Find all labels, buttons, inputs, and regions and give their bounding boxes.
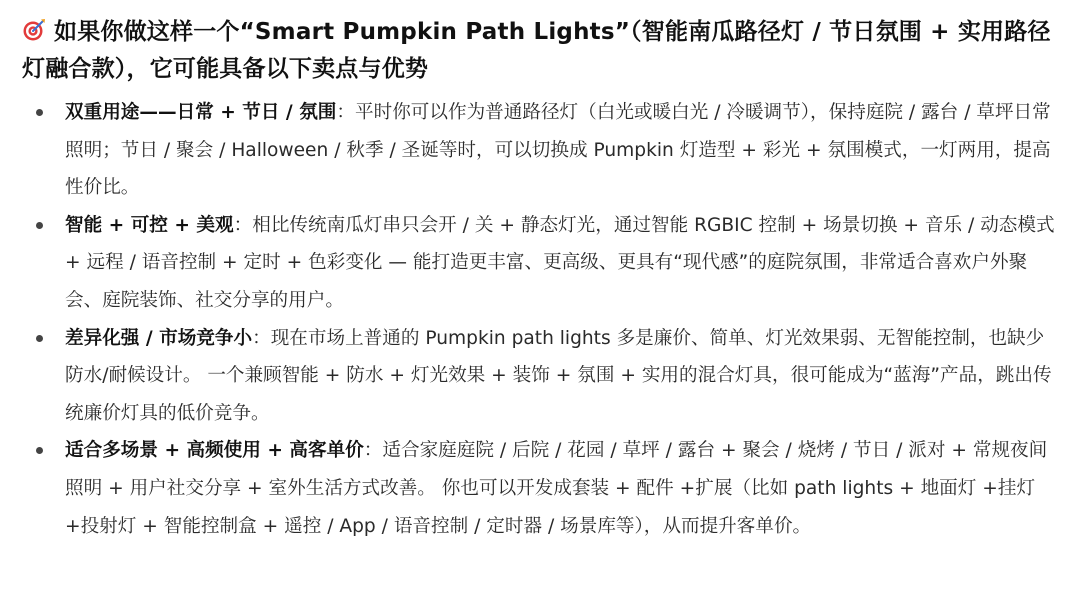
list-item-multi-scenario: [22, 432, 1056, 545]
point-body: 相比传统南瓜灯串只会开 / 关 + 静态灯光，通过智能 RGBIC 控制 + 场景切换 + 音乐 / 动态模式 + 远程 / 语音控制 + 定时 + 色彩变化 — 能打造更丰富、更高级、更具有“现代感”的庭院氛围，非常适合喜欢户外聚会、庭院装饰、社交分享的用户。: [65, 214, 1055, 311]
bullet-icon: [36, 335, 43, 342]
point-separator: ：: [336, 102, 355, 123]
point-body: 平时你可以作为普通路径灯（白光或暖白光 / 冷暖调节），保持庭院 / 露台 / 草坪日常照明；节日 / 聚会 / Halloween / 秋季 / 圣诞等时，可以切换成 Pumpkin 灯造型 + 彩光 + 氛围模式，一灯两用，提高性价比。: [65, 102, 1051, 199]
bullet-icon: [36, 222, 43, 229]
point-separator: ：: [233, 214, 253, 236]
target-dart-icon: [22, 18, 46, 42]
point-lead: 差异化强 / 市场竞争小: [65, 327, 253, 349]
list-item-differentiation: [22, 320, 1056, 433]
bullet-icon: [36, 447, 43, 454]
point-separator: ：: [363, 440, 383, 462]
point-lead: 适合多场景 + 高频使用 + 高客单价: [65, 440, 364, 462]
point-body: 现在市场上普通的 Pumpkin path lights 多是廉价、简单、灯光效果弱、无智能控制，也缺少防水/耐候设计。 一个兼顾智能 + 防水 + 灯光效果 + 装饰 + 氛围 + 实用的混合灯具，很可能成为“蓝海”产品，跳出传统廉价灯具的低价竞争。: [65, 327, 1052, 424]
point-lead: 智能 + 可控 + 美观: [65, 214, 234, 236]
heading-text: 如果你做这样一个“Smart Pumpkin Path Lights”（智能南瓜路径灯 / 节日氛围 + 实用路径灯融合款），它可能具备以下卖点与优势: [22, 19, 1051, 82]
list-item-smart-control: [22, 207, 1056, 320]
selling-points-list: [22, 94, 1056, 545]
bullet-icon: [36, 109, 43, 116]
point-body: 适合家庭庭院 / 后院 / 花园 / 草坪 / 露台 + 聚会 / 烧烤 / 节日 / 派对 + 常规夜间照明 + 用户社交分享 + 室外生活方式改善。 你也可以开发成套装 + 配件 +扩展（比如 path lights + 地面灯 +挂灯 +投射灯 + 智能控制盒 + 遥控 / App / 语音控制 / 定时器 / 场景库等），从而提升客单价。: [65, 440, 1048, 537]
section-heading: [22, 14, 1056, 88]
list-item-dual-use: [22, 94, 1056, 207]
point-separator: ：: [252, 327, 271, 349]
point-lead: 双重用途——日常 + 节日 / 氛围: [65, 102, 337, 123]
